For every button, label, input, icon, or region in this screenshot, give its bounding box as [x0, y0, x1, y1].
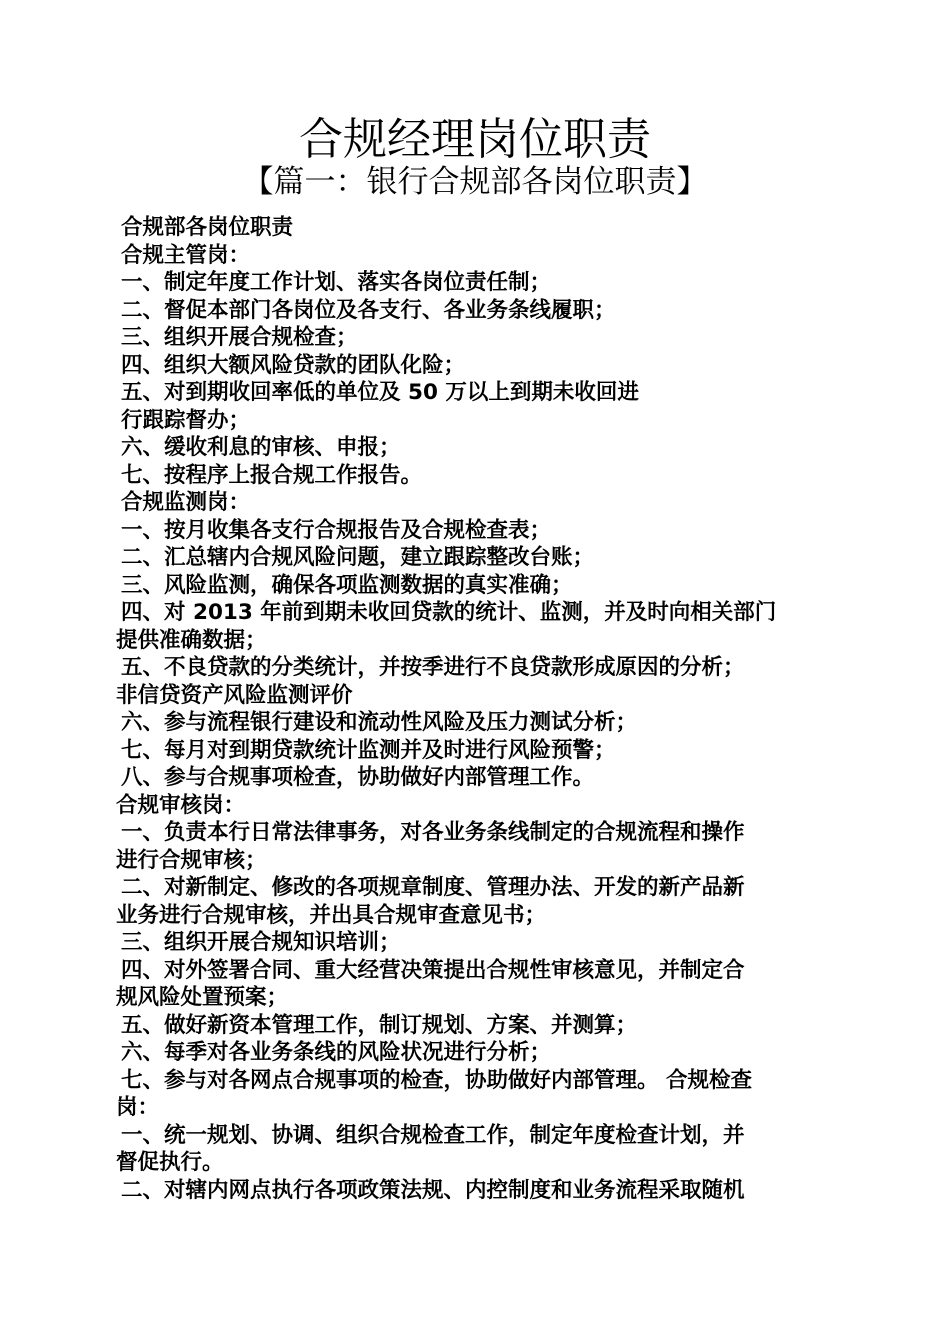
text-line: 非信贷资产风险监测评价	[116, 682, 353, 708]
text-line: 八、参与合规事项检查，协助做好内部管理工作。	[121, 765, 595, 790]
text-line: 二、对辖内网点执行各项政策法规、内控制度和业务流程采取随机	[121, 1177, 745, 1203]
text-line: 合规部各岗位职责	[121, 215, 294, 240]
text-line: 五、不良贷款的分类统计，并按季进行不良贷款形成原因的分析；	[121, 655, 745, 680]
text-line: 一、制定年度工作计划、落实各岗位责任制；	[121, 270, 552, 295]
text-line: 岗：	[116, 1095, 160, 1120]
text-line: 四、对外签署合同、重大经营决策提出合规性审核意见，并制定合	[121, 957, 745, 983]
text-line: 合规主管岗：	[121, 242, 251, 268]
text-line: 三、组织开展合规检查；	[121, 325, 358, 350]
text-line: 二、督促本部门各岗位及各支行、各业务条线履职；	[121, 297, 616, 323]
text-line: 合规审核岗：	[116, 792, 246, 818]
text-line: 二、汇总辖内合规风险问题，建立跟踪整改台账；	[121, 545, 595, 570]
text-line: 一、统一规划、协调、组织合规检查工作，制定年度检查计划，并	[121, 1122, 745, 1148]
text-line: 六、参与流程银行建设和流动性风险及压力测试分析；	[121, 710, 638, 735]
text-line: 七、每月对到期贷款统计监测并及时进行风险预警；	[121, 737, 616, 763]
text-line: 七、参与对各网点合规事项的检查，协助做好内部管理。 合规检查	[121, 1067, 752, 1093]
text-line: 六、每季对各业务条线的风险状况进行分析；	[121, 1040, 552, 1065]
text-line: 四、对 2013 年前到期未收回贷款的统计、监测，并及时向相关部门	[121, 600, 777, 625]
text-line: 进行合规审核；	[116, 847, 267, 873]
text-line: 行跟踪督办；	[121, 407, 251, 433]
text-line: 五、做好新资本管理工作，制订规划、方案、并测算；	[121, 1012, 638, 1038]
text-line: 二、对新制定、修改的各项规章制度、管理办法、开发的新产品新	[121, 875, 745, 900]
text-line: 六、缓收利息的审核、申报；	[121, 435, 401, 460]
text-line: 一、按月收集各支行合规报告及合规检查表；	[121, 517, 552, 543]
text-line: 合规监测岗：	[121, 490, 251, 515]
text-line: 督促执行。	[116, 1150, 224, 1175]
text-line: 七、按程序上报合规工作报告。	[121, 462, 423, 488]
document-body	[116, 214, 846, 1204]
text-line: 提供准确数据；	[116, 627, 267, 653]
text-line: 三、组织开展合规知识培训；	[121, 930, 401, 955]
text-line: 四、组织大额风险贷款的团队化险；	[121, 352, 466, 378]
text-line: 五、对到期收回率低的单位及 50 万以上到期未收回进	[121, 380, 639, 405]
text-line: 三、风险监测，确保各项监测数据的真实准确；	[121, 572, 573, 598]
text-line: 业务进行合规审核，并出具合规审查意见书；	[116, 902, 547, 928]
document-title: 合规经理岗位职责	[299, 114, 651, 165]
text-line: 一、负责本行日常法律事务，对各业务条线制定的合规流程和操作	[121, 820, 745, 845]
document-subtitle: 【篇一：银行合规部各岗位职责】	[242, 164, 708, 200]
text-line: 规风险处置预案；	[116, 985, 289, 1010]
